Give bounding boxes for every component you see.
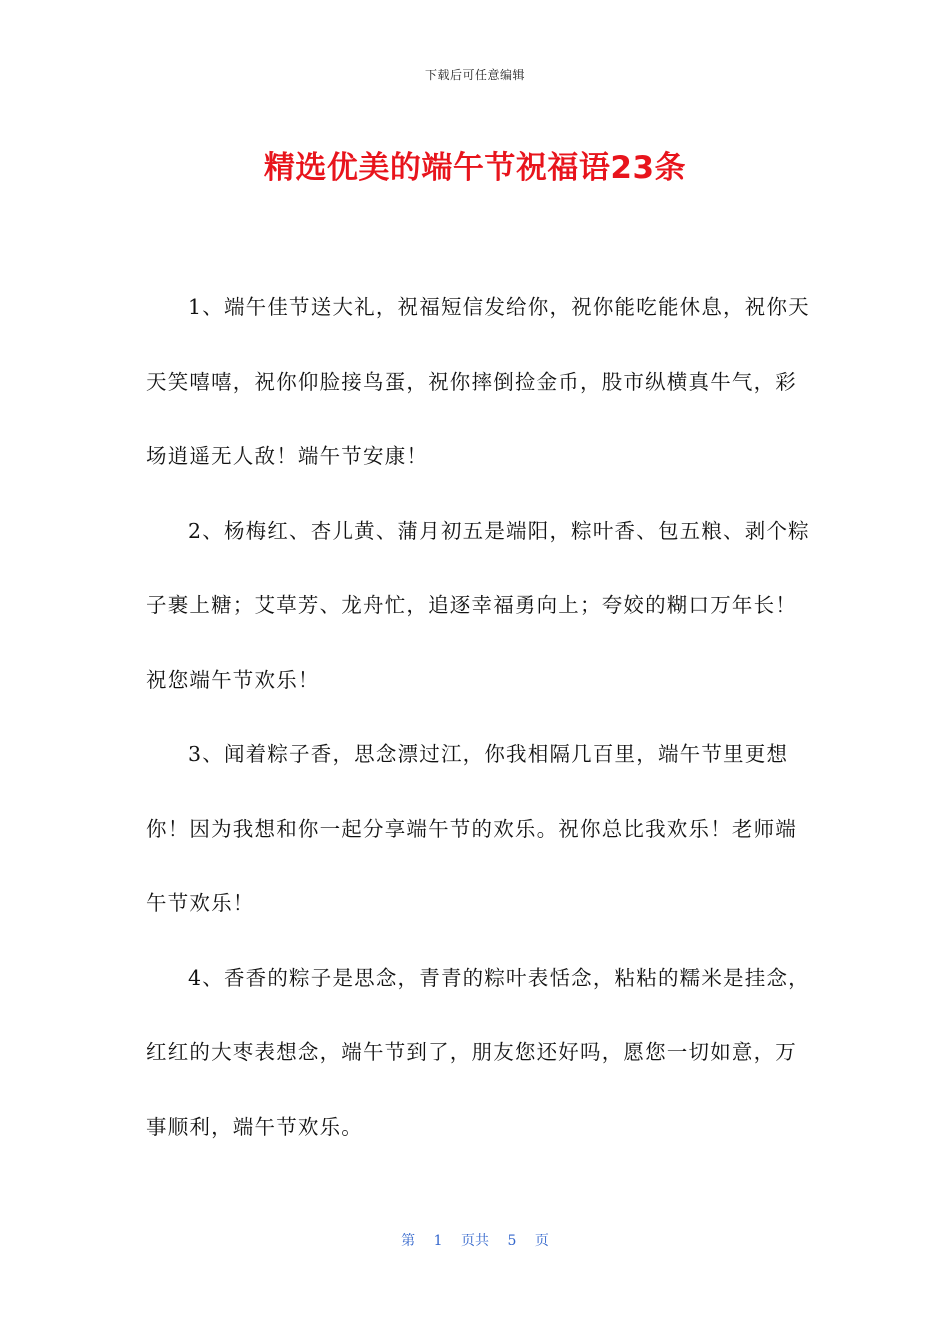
paragraph-1: 1、端午佳节送大礼，祝福短信发给你，祝你能吃能休息，祝你天天笑嘻嘻，祝你仰脸接鸟蛋，祝你摔倒捡金币，股市纵横真牛气，彩场逍遥无人敌！端午节安康！: [146, 295, 810, 468]
page-label-prefix: 第: [401, 1233, 416, 1249]
document-body: [146, 270, 818, 1164]
document-title: 精选优美的端午节祝福语23条: [263, 150, 687, 186]
page-label-suffix: 页: [534, 1233, 549, 1249]
paragraph-4: 4、香香的粽子是思念，青青的粽叶表恬念，粘粘的糯米是挂念，红红的大枣表想念，端午节到了，朋友您还好吗，愿您一切如意，万事顺利，端午节欢乐。: [146, 965, 810, 1139]
header-note: 下载后可任意编辑: [424, 68, 525, 82]
page-footer: [0, 1230, 950, 1250]
total-pages-number: 5: [507, 1233, 517, 1249]
paragraph-2: 2、杨梅红、杏儿黄、蒲月初五是端阳，粽叶香、包五粮、剥个粽子裹上糖；艾草芳、龙舟忙，追逐幸福勇向上；夸姣的糊口万年长！祝您端午节欢乐！: [146, 518, 810, 692]
current-page-number: 1: [433, 1233, 443, 1249]
paragraph-3: 3、闻着粽子香，思念漂过江，你我相隔几百里，端午节里更想你！因为我想和你一起分享端午节的欢乐。祝你总比我欢乐！老师端午节欢乐！: [146, 742, 797, 915]
page-label-middle: 页共: [461, 1233, 489, 1249]
